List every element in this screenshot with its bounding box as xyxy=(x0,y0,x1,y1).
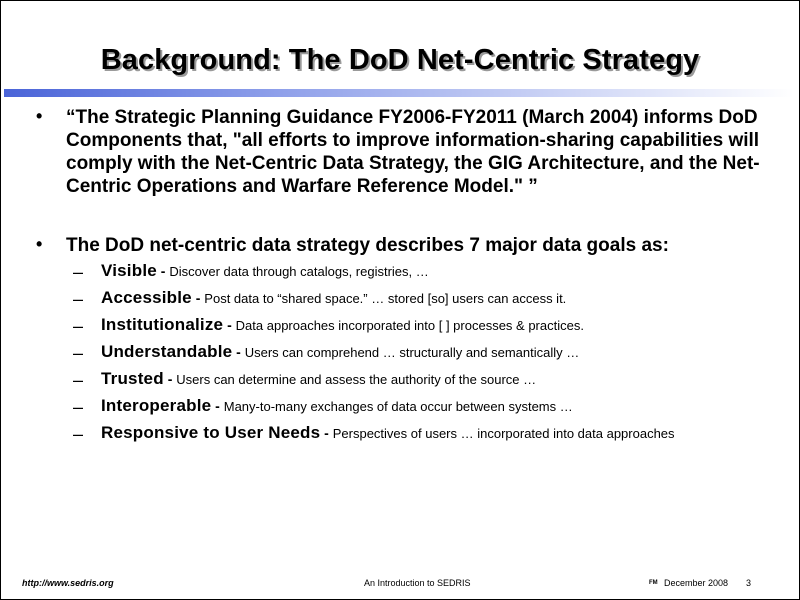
goal-separator: - xyxy=(163,371,177,387)
goal-description: Post data to “shared space.” … stored [so] users can access it. xyxy=(204,291,567,306)
dash-marker: – xyxy=(73,397,84,417)
goal-description: Data approaches incorporated into [ ] processes & practices. xyxy=(235,318,584,333)
goal-item xyxy=(101,289,741,308)
dash-marker: – xyxy=(73,316,84,336)
goal-description: Perspectives of users … incorporated into data approaches xyxy=(332,426,675,441)
dash-marker: – xyxy=(73,424,84,444)
goal-item xyxy=(101,424,741,443)
goal-term: Visible xyxy=(101,261,157,280)
goal-separator: - xyxy=(191,290,205,306)
goal-separator: - xyxy=(320,425,333,441)
goal-description: Users can comprehend … structurally and semantically … xyxy=(244,345,580,360)
footer-date: December 2008 xyxy=(664,578,729,588)
goal-term: Accessible xyxy=(101,288,192,307)
page-number: 3 xyxy=(746,578,752,588)
goal-item xyxy=(101,262,741,281)
bullet-goals-intro: The DoD net-centric data strategy describes 7 major data goals as: xyxy=(66,235,669,256)
goal-description: Discover data through catalogs, registries, … xyxy=(169,264,429,279)
goal-item xyxy=(101,397,741,416)
footer-logo: FM xyxy=(649,580,658,586)
goal-item xyxy=(101,316,741,335)
goal-term: Responsive to User Needs xyxy=(101,423,321,442)
goal-separator: - xyxy=(232,344,245,360)
bullet-marker: • xyxy=(36,234,43,254)
title-underline xyxy=(4,89,794,97)
goal-item xyxy=(101,343,741,362)
dash-marker: – xyxy=(73,343,84,363)
goal-item xyxy=(101,370,741,389)
dash-marker: – xyxy=(73,262,84,282)
goal-term: Trusted xyxy=(101,369,164,388)
goal-description: Many-to-many exchanges of data occur between systems … xyxy=(223,399,573,414)
goal-separator: - xyxy=(211,398,224,414)
goal-description: Users can determine and assess the authority of the source … xyxy=(176,372,537,387)
footer-url: http://www.sedris.org xyxy=(22,578,114,588)
slide-title: Background: The DoD Net-Centric Strategy xyxy=(100,44,700,76)
dash-marker: – xyxy=(73,370,84,390)
goal-separator: - xyxy=(156,263,170,279)
goal-term: Understandable xyxy=(101,342,233,361)
footer-presentation-title: An Introduction to SEDRIS xyxy=(364,578,471,588)
bullet-marker: • xyxy=(36,106,43,126)
goal-term: Interoperable xyxy=(101,396,212,415)
goal-term: Institutionalize xyxy=(101,315,224,334)
bullet-quote: “The Strategic Planning Guidance FY2006-FY2011 (March 2004) informs DoD Components that, "all efforts to improve information-sharing capabilities will comply with the Net-Centric Data Strategy, the GIG Architecture, and the Net-Centric Operations and Warfare Reference Model." ” xyxy=(66,107,760,197)
goal-separator: - xyxy=(223,317,236,333)
dash-marker: – xyxy=(73,289,84,309)
